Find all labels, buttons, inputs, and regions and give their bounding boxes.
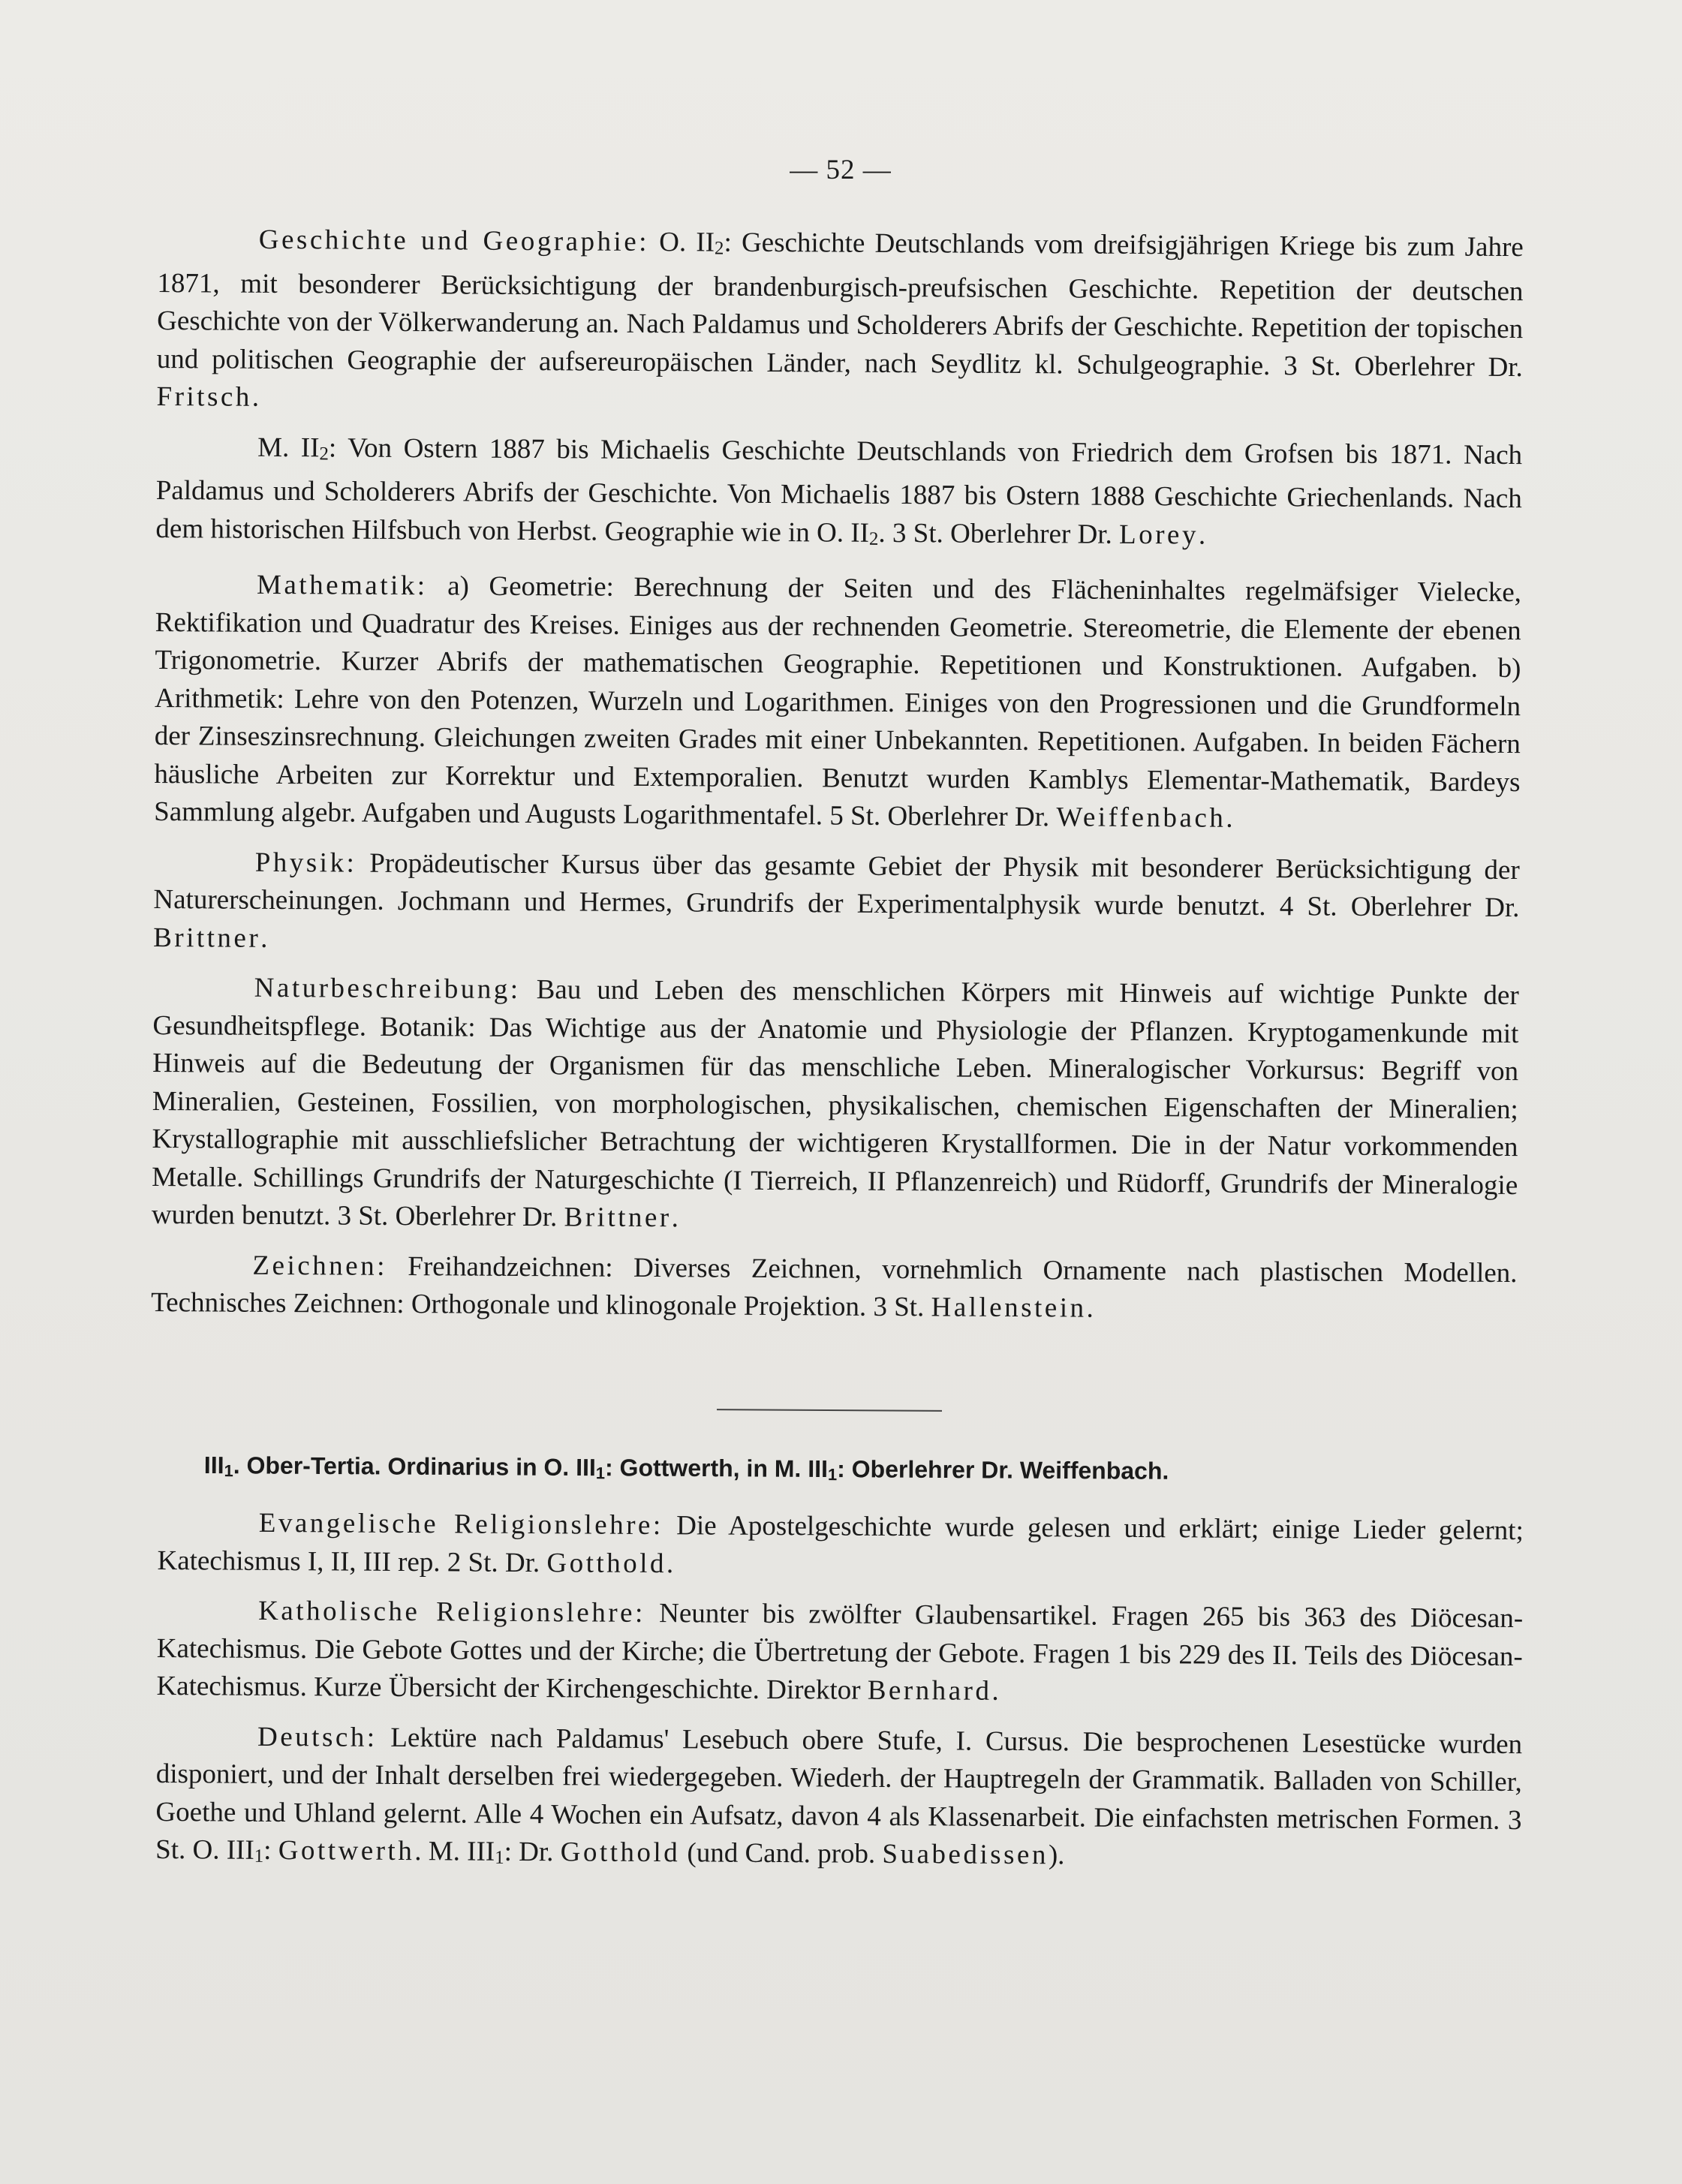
subscript: 2 [714,238,724,259]
section-heading [204,1448,1525,1496]
subscript: 1 [495,1847,504,1868]
teacher-name: Brittner [564,1202,672,1234]
paragraph-mathematik [154,566,1521,840]
paragraph-physik [153,843,1520,965]
teacher-name: Fritsch [156,381,252,413]
text-run: . [1086,1292,1094,1324]
subject-label: Deutsch: [257,1721,378,1753]
text-run: . Ober-Tertia. Ordinarius in O. III [233,1451,596,1482]
paragraph-naturbeschreibung [152,969,1519,1243]
text-run: : Dr. [504,1836,554,1868]
subscript: 2 [868,528,879,549]
text-run: . [671,1202,679,1234]
text-run: O. II [648,227,715,258]
text-run: . [1198,519,1206,551]
section-divider [717,1409,942,1412]
subject-label: Zeichnen: [252,1250,388,1282]
subject-label: Evangelische Religionslehre: [258,1507,663,1542]
paragraph-geschichte-m [155,428,1522,562]
text-run: ). [1048,1840,1065,1871]
text-run: . M. III [414,1836,495,1867]
text-run: . [260,922,268,954]
text-run: . [251,381,260,413]
subscript: 1 [595,1464,606,1483]
subscript: 1 [827,1465,838,1485]
text-block-upper [151,221,1524,1343]
paragraph-katholische-religion [156,1592,1523,1714]
text-run: Bau und Leben des menschlichen Körpers mit Hinweis auf wichtige Punkte der Gesundheitspflege. Botanik: Das Wichtige aus der Anatomie und Physiologie der Pflanzen. Kryptogamenkunde mit Hinweis auf die Bedeutung der Organismen für das menschliche Leben. Mineralogischer Vorkursus: Begriff von Mineralien, Gesteinen, Fossilien, von morphologischen, physikalischen, chemischen Eigenschaften der Mineralien; Krystallographie mit ausschliefslicher Betrachtung der wichtigeren Krystallformen. Die in der Natur vorkommenden Metalle. Schillings Grundrifs der Naturgeschichte (I Tierreich, II Pflanzenreich) und Rüdorff, Grundrifs der Mineralogie wurden benutzt. 3 St. Oberlehrer Dr. [151,973,1519,1233]
text-run: Freihandzeichnen: Diverses Zeichnen, vornehmlich Ornamente nach plastischen Modellen. Technisches Zeichnen: Orthogonale und klinogonale Projektion. 3 St. [151,1250,1518,1323]
text-run: Neunter bis zwölfter Glaubensartikel. Fragen 265 bis 363 des Diöcesan-Katechismus. Die Gebote Gottes und der Kirche; die Übertretung der Gebote. Fragen 1 bis 229 des II. Teils des Diöcesan-Katechismus. Kurze Übersicht der Kirchengeschichte. Direktor [156,1597,1524,1706]
paragraph-zeichnen [151,1246,1518,1330]
text-run: Die Apostelgeschichte wurde gelesen und erklärt; einige Lieder gelernt; Katechismus I, II, III rep. 2 St. Dr. [157,1510,1524,1578]
subject-label: Naturbeschreibung: [254,972,521,1005]
subscript: 2 [319,443,329,464]
subject-label: Katholische Religionslehre: [258,1595,645,1629]
subject-label: Physik: [254,847,357,879]
teacher-name: Gotthold [546,1547,667,1579]
text-run: : [263,1834,272,1866]
paragraph-evangelische-religion [157,1504,1524,1588]
teacher-name: Weiffenbach [1056,802,1226,834]
text-run: . [991,1675,999,1707]
text-run: a) Geometrie: Berechnung der Seiten und des Flächeninhaltes regelmäfsiger Vielecke, Rektifikation und Quadratur des Kreises. Einiges aus der rechnenden Geometrie. Stereometrie, die Elemente der ebenen Trigonometrie. Kurzer Abrifs der mathematischen Geographie. Repetitionen und Konstruktionen. Aufgaben. b) Arithmetik: Lehre von den Potenzen, Wurzeln und Logarithmen. Einiges von den Progressionen und die Grundformeln der Zinseszinsrechnung. Gleichungen zweiten Grades mit einer Unbekannten. Repetitionen. Aufgaben. In beiden Fächern häusliche Arbeiten zur Korrektur und Extemporalien. Benutzt wurden Kamblys Elementar-Mathematik, Bardeys Sammlung algebr. Aufgaben und Augusts Logarithmentafel. 5 St. Oberlehrer Dr. [154,570,1522,833]
text-run: : Gottwerth, in M. III [604,1454,829,1483]
text-run: Propädeutischer Kursus über das gesamte Gebiet der Physik mit besonderer Berücksichtigung der Naturerscheinungen. Jochmann und Hermes, Grundrifs der Experimentalphysik wurde benutzt. 4 St. Oberlehrer Dr. [153,847,1520,924]
teacher-name: Bernhard [867,1674,992,1707]
text-run: . [1226,802,1233,834]
teacher-name: Gottwerth [278,1834,415,1867]
subject-label: Geschichte und Geographie: [258,224,650,258]
text-run: (und Cand. prob. [680,1837,876,1870]
paragraph-geschichte [156,221,1524,425]
subject-label: Mathematik: [256,569,428,602]
text-run: III [203,1451,224,1479]
teacher-name: Brittner [153,922,261,954]
text-run: : Geschichte Deutschlands vom dreifsigjährigen Kriege bis zum Jahre 1871, mit besonderer Berücksichtigung der brandenburgisch-preufsischen Geschichte. Repetition der deutschen Geschichte von der Völkerwanderung an. Nach Paldamus und Scholderers Abrifs der Geschichte. Repetition der topischen und politischen Geographie der aufsereuropäischen Länder, nach Seydlitz kl. Schulgeographie. 3 St. Oberlehrer Dr. [156,227,1524,383]
subscript: 1 [254,1846,264,1867]
text-run: . 3 St. Oberlehrer Dr. [878,517,1112,550]
text-run: : Von Ostern 1887 bis Michaelis Geschichte Deutschlands von Friedrich dem Grofsen bis 1871. Nach Paldamus und Scholderers Abrifs der Geschichte. Von Michaelis 1887 bis Ostern 1888 Geschichte Griechenlands. Nach dem historischen Hilfsbuch von Herbst. Geographie wie in O. II [155,432,1523,549]
subscript: 1 [224,1461,233,1481]
text-run: Lektüre nach Paldamus' Lesebuch obere Stufe, I. Cursus. Die besprochenen Lesestücke wurden disponiert, und der Inhalt derselben frei wiedergegeben. Wiederh. der Hauptregeln der Grammatik. Balladen von Schiller, Goethe und Uhland gelernt. Alle 4 Wochen ein Aufsatz, davon 4 als Klassenarbeit. Die einfachsten metrischen Formen. 3 St. O. III [155,1722,1523,1866]
paragraph-deutsch [155,1717,1522,1883]
page-number: — 52 — [790,155,892,185]
text-run: : Oberlehrer Dr. Weiffenbach. [837,1455,1169,1485]
text-run: M. II [257,432,320,463]
teacher-name: Suabedissen [882,1838,1049,1871]
teacher-name: Lorey [1118,519,1199,550]
text-block-lower [155,1504,1524,1896]
teacher-name: Gotthold [560,1837,681,1869]
teacher-name: Hallenstein [931,1292,1087,1324]
text-run: . [666,1548,674,1579]
